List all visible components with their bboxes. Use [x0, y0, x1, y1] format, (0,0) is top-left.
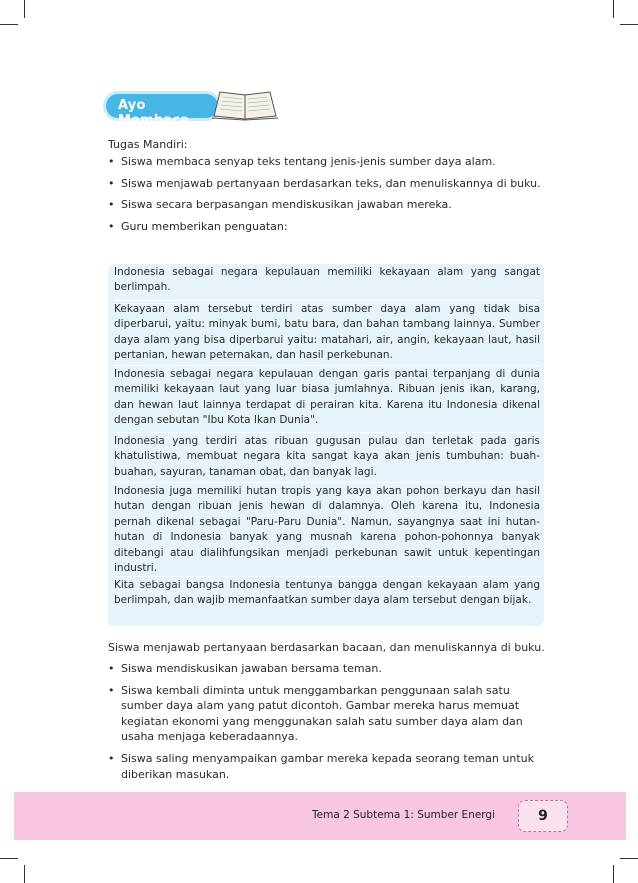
- crop-mark: [24, 0, 25, 18]
- reading-paragraph: Indonesia juga memiliki hutan tropis yang kaya akan pohon berkayu dan hasil hutan dengan ribuan jenis hewan di dalamnya. Oleh karena itu, Indonesia pernah dikenal sebagai "Paru-Paru Dunia". Namun, sayangnya saat ini hutan-hutan di Indonesia banyak yang musnah karena pohon-pohonnya banyak ditebangi atau dialihfungsikan menjadi perkebunan sawit untuk kepentingan industri.: [114, 482, 540, 576]
- crop-mark: [620, 24, 638, 25]
- section-badge: [106, 86, 286, 126]
- badge-pill: [106, 94, 218, 128]
- crop-mark: [0, 24, 18, 25]
- crop-mark: [620, 858, 638, 859]
- crop-mark: [24, 865, 25, 883]
- task-list: [108, 154, 548, 240]
- list-item: • Guru memberikan penguatan:: [108, 219, 548, 235]
- crop-mark: [613, 0, 614, 18]
- list-item: • Siswa mendiskusikan jawaban bersama teman.: [108, 661, 548, 677]
- reading-paragraph: Kita sebagai bangsa Indonesia tentunya bangga dengan kekayaan alam yang berlimpah, dan wajib memanfaatkan sumber daya alam tersebut dengan bijak.: [114, 576, 540, 609]
- crop-mark: [0, 858, 18, 859]
- open-book-icon: [210, 86, 280, 122]
- list-item: • Siswa secara berpasangan mendiskusikan jawaban mereka.: [108, 197, 548, 213]
- crop-mark: [613, 865, 614, 883]
- footer-label: Tema 2 Subtema 1: Sumber Energi: [312, 809, 496, 821]
- reading-paragraph: Indonesia sebagai negara kepulauan memiliki kekayaan alam yang sangat berlimpah.: [114, 266, 540, 294]
- badge-label: Ayo Membaca: [118, 98, 190, 128]
- follow-up-lead: Siswa menjawab pertanyaan berdasarkan bacaan, dan menuliskannya di buku.: [108, 641, 545, 654]
- list-item: • Siswa saling menyampaikan gambar mereka kepada seorang teman untuk diberikan masukan.: [108, 751, 548, 782]
- follow-up-list: [108, 661, 548, 788]
- page-number: 9: [518, 800, 568, 832]
- reading-paragraph: Indonesia sebagai negara kepulauan dengan garis pantai terpanjang di dunia memiliki kekayaan laut yang luar biasa jumlahnya. Ribuan jenis ikan, karang, dan hewan laut lainnya terdapat di perairan kita. Karena itu Indonesia dikenal dengan sebutan "Ibu Kota Ikan Dunia".: [114, 365, 540, 429]
- list-item: • Siswa membaca senyap teks tentang jenis-jenis sumber daya alam.: [108, 154, 548, 170]
- reading-paragraph: Kekayaan alam tersebut terdiri atas sumber daya alam yang tidak bisa diperbarui, yaitu: minyak bumi, batu bara, dan bahan tambang lainnya. Sumber daya alam yang bisa diperbarui yaitu: matahari, air, angin, kekayaan laut, hasil pertanian, hewan peternakan, dan hasil perkebunan.: [114, 300, 540, 364]
- task-lead: Tugas Mandiri:: [108, 138, 188, 151]
- list-item: • Siswa menjawab pertanyaan berdasarkan teks, dan menuliskannya di buku.: [108, 176, 548, 192]
- reading-paragraph: Indonesia yang terdiri atas ribuan gugusan pulau dan terletak pada garis khatulistiwa, membuat negara kita sangat kaya akan jenis tumbuhan: buah-buahan, sayuran, tanaman obat, dan banyak lagi.: [114, 432, 540, 480]
- list-item: • Siswa kembali diminta untuk menggambarkan penggunaan salah satu sumber daya alam yang patut dicontoh. Gambar mereka harus memuat kegiatan ekonomi yang menggunakan salah satu sumber daya alam dan usaha menjaga keberadaannya.: [108, 683, 548, 745]
